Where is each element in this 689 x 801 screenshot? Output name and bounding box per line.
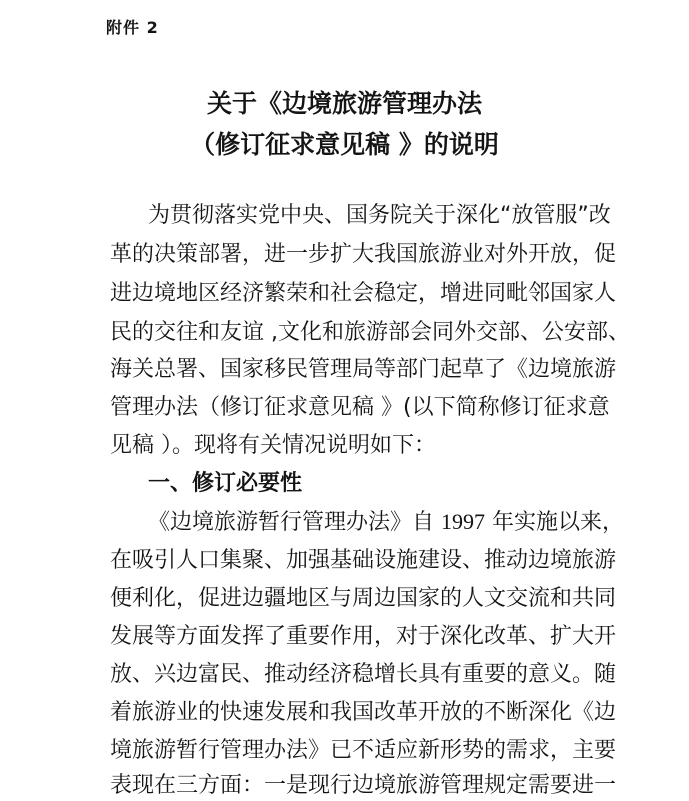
paragraph-line: 见稿 ）。现将有关情况说明如下： [110,433,436,458]
paragraph-line: 为贯彻落实党中央、国务院关于深化“放管服”改 [148,203,611,228]
document-title-line-2: （修订征求意见稿 》的说明 [190,130,499,159]
paragraph-line: 放、兴边富民、推动经济稳增长具有重要的意义。随 [110,662,617,687]
paragraph-line [148,507,624,538]
paragraph-line: 发展等方面发挥了重要作用，对于深化改革、扩大开 [110,624,617,649]
paragraph-line: 进边境地区经济繁荣和社会稳定，增进同毗邻国家人 [110,281,617,306]
paragraph-line: 着旅游业的快速发展和我国改革开放的不断深化《边 [110,700,617,725]
paragraph-line: 表现在三方面：一是现行边境旅游管理规定需要进一 [110,773,617,798]
paragraph-line: 革的决策部署，进一步扩大我国旅游业对外开放，促 [110,242,617,267]
line-text-suffix: 年实施以来， [485,510,624,535]
paragraph-line: 便利化，促进边疆地区与周边国家的人文交流和共同 [110,586,617,611]
year-number: 1997 [441,509,485,534]
line-text-prefix: 《边境旅游暂行管理办法》自 [148,510,441,535]
paragraph-line: 管理办法（修订征求意见稿 》(以下简称修订征求意 [110,395,610,420]
section-heading: 一、修订必要性 [148,471,303,496]
attachment-label: 附件 2 [106,18,159,37]
paragraph-line: 境旅游暂行管理办法》已不适应新形势的需求，主要 [110,738,617,763]
paragraph-line: 海关总署、国家移民管理局等部门起草了《边境旅游 [110,357,617,382]
paragraph-line: 民的交往和友谊 ,文化和旅游部会同外交部、公安部、 [110,320,630,345]
document-title-line-1: 关于《边境旅游管理办法 [206,89,482,118]
paragraph-line: 在吸引人口集聚、加强基础设施建设、推动边境旅游 [110,548,617,573]
